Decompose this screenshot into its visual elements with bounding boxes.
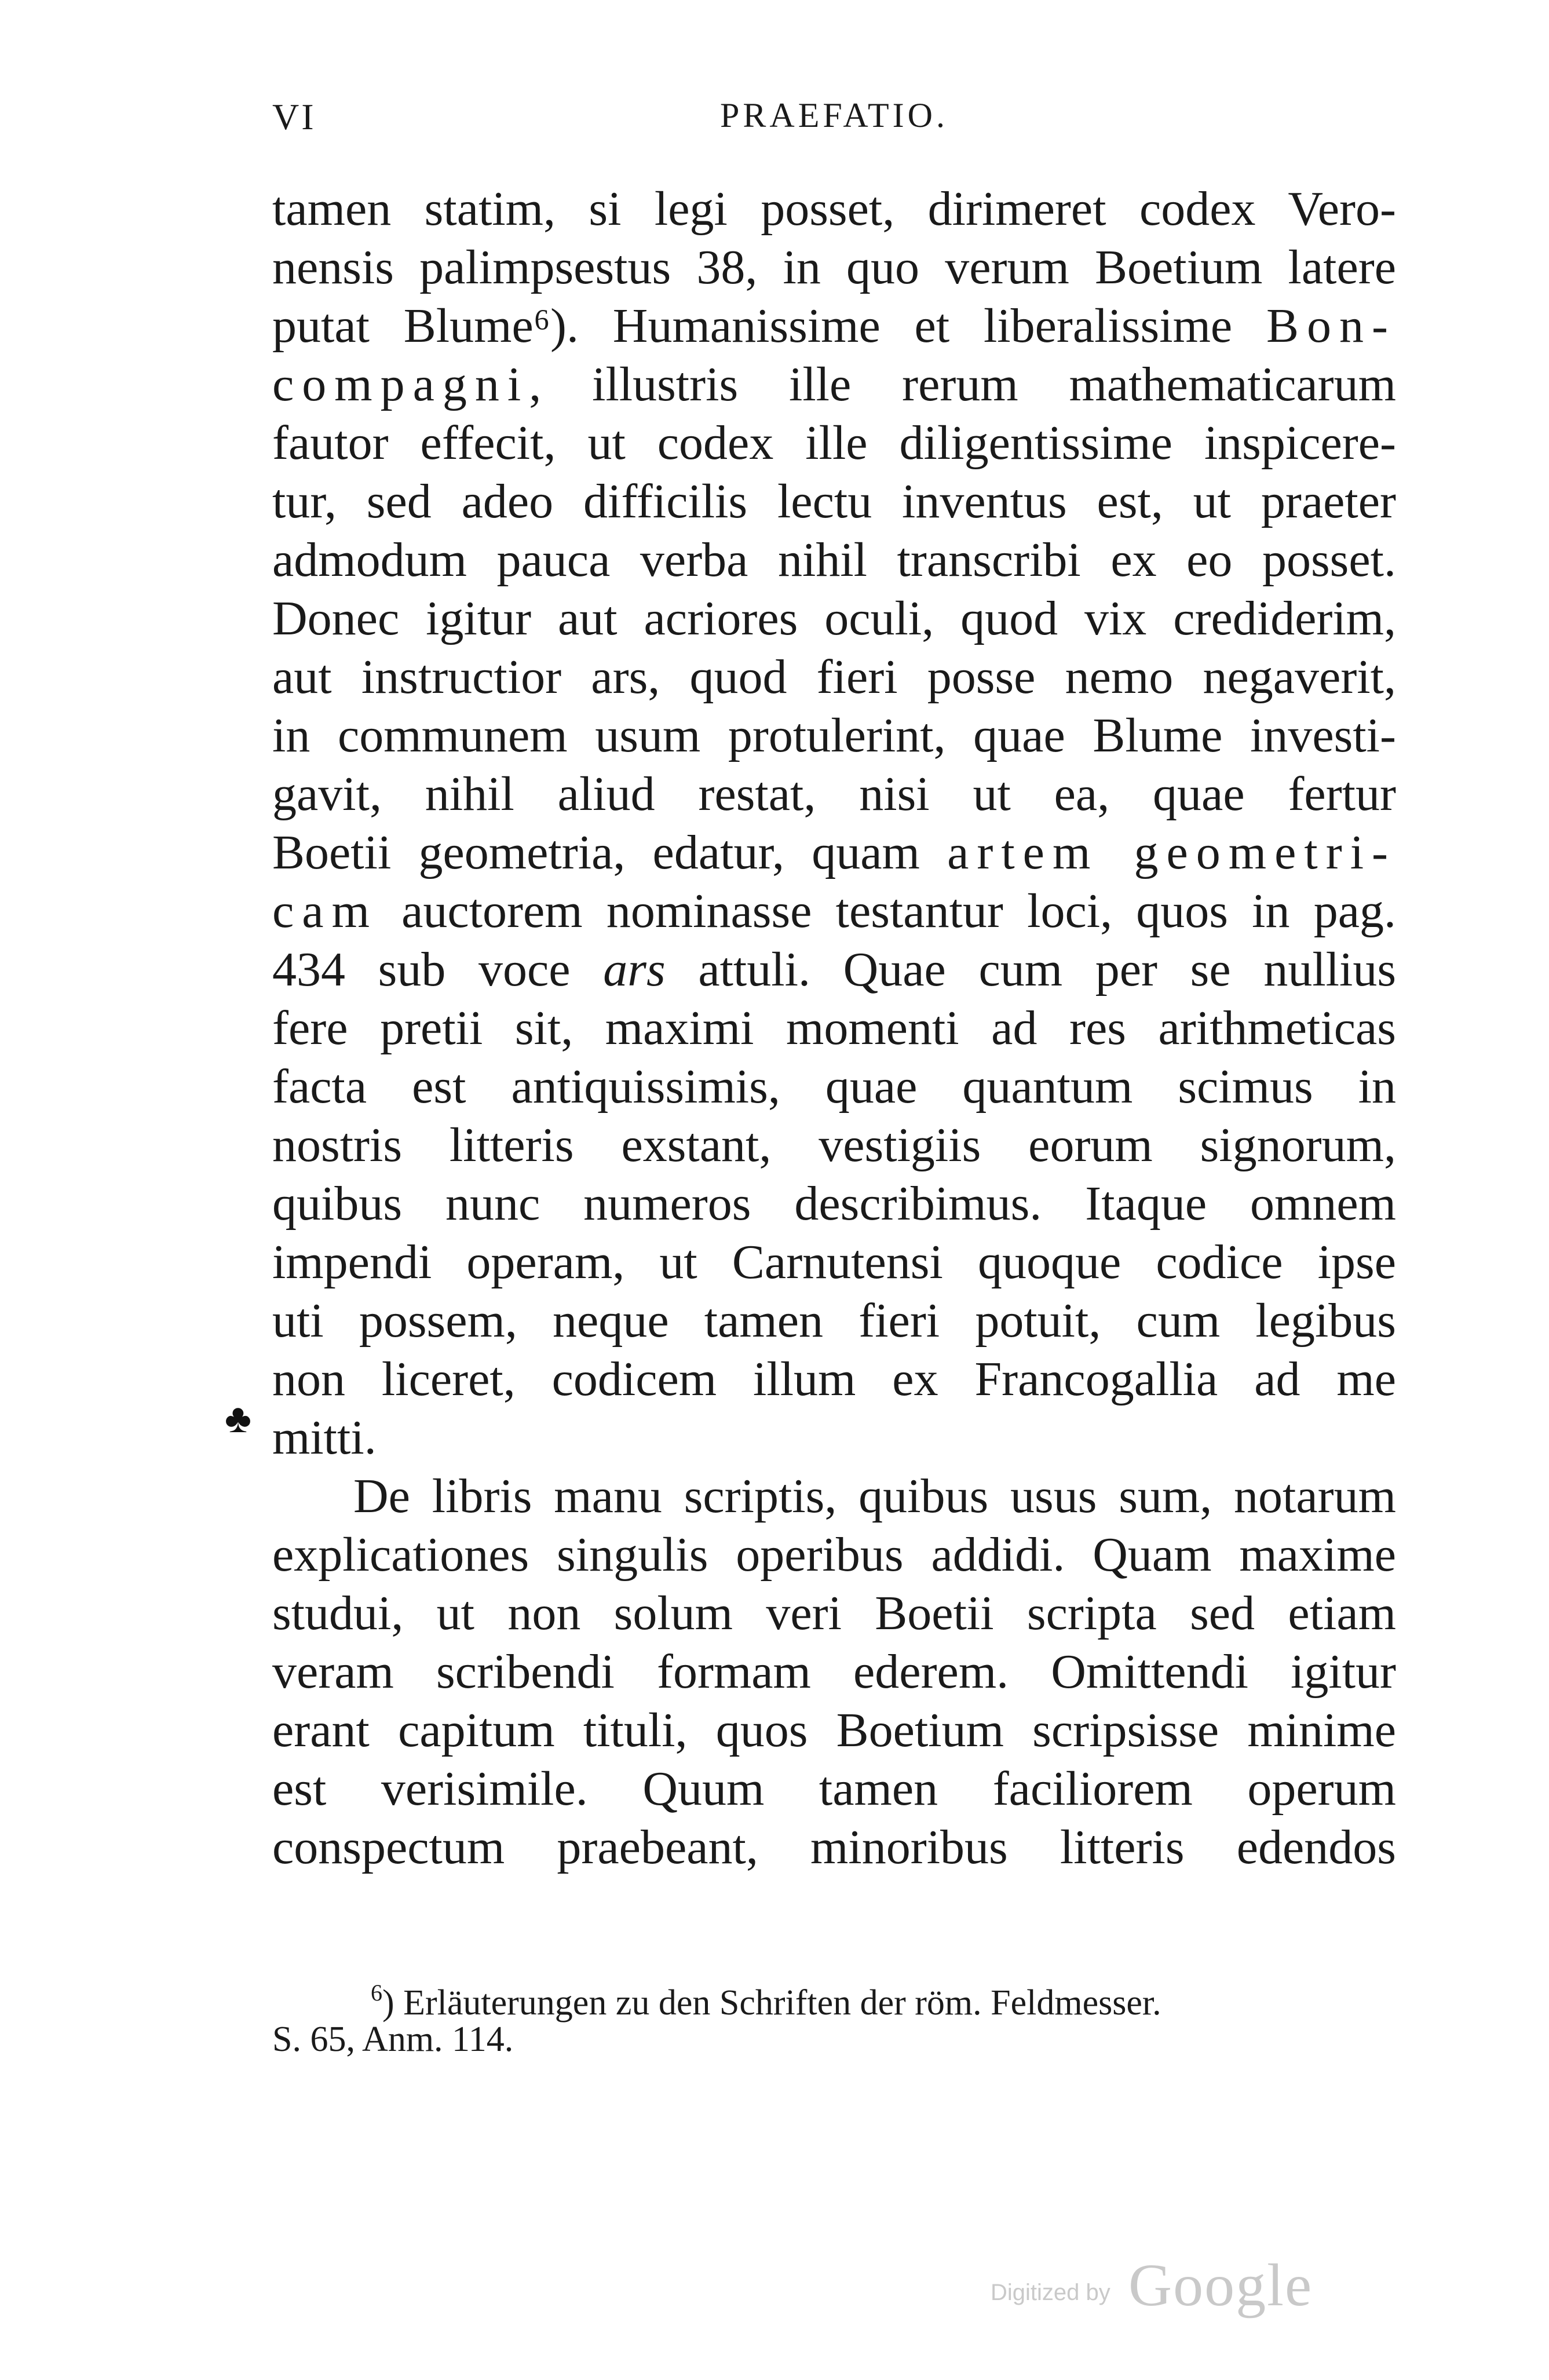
footnote-line [272, 1970, 1396, 2023]
running-title: PRAEFATIO. [720, 96, 948, 134]
footnote-text: ) Erläuterungen zu den Schriften der röm. Feldmesser. [382, 1983, 1161, 2023]
spaced-phrase: cam [272, 884, 378, 938]
text-line: explicationes singulis operibus addidi. Quam maxime [272, 1528, 1396, 1582]
text-line: nostris litteris exstant, vestigiis eorum signorum, [272, 1118, 1396, 1172]
text-segment: putat Blume⁶). Humanissime et liberalissime [272, 299, 1233, 353]
text-line: conspectum praebeant, minoribus litteris edendos [272, 1820, 1396, 1874]
text-line: erant capitum tituli, quos Boetium scripsisse minime [272, 1703, 1396, 1757]
text-line: tamen statim, si legi posset, dirimeret codex Vero- [272, 182, 1396, 236]
text-segment: Boetii geometria, edatur, quam [272, 826, 920, 879]
text-line: gavit, nihil aliud restat, nisi ut ea, quae fertur [272, 767, 1396, 821]
footnote [272, 1970, 1396, 2063]
text-line [272, 882, 1396, 940]
text-line [272, 297, 1396, 355]
text-line: est verisimile. Quum tamen faciliorem operum [272, 1762, 1396, 1816]
text-line: De libris manu scriptis, quibus usus sum, notarum [353, 1469, 1396, 1523]
text-line: non liceret, codicem illum ex Francogallia ad me [272, 1352, 1396, 1406]
digitized-watermark [991, 2251, 1315, 2319]
text-line: fautor effecit, ut codex ille diligentissime inspicere- [272, 416, 1396, 470]
footnote-line: S. 65, Anm. 114. [272, 2020, 514, 2059]
text-line: aut instructior ars, quod fieri posse nemo negaverit, [272, 650, 1396, 704]
text-line: tur, sed adeo difficilis lectu inventus est, ut praeter [272, 474, 1396, 528]
text-segment: 434 sub voce [272, 943, 571, 996]
page-number: VI [272, 96, 316, 137]
text-line: fere pretii sit, maximi momenti ad res arithmeticas [272, 1001, 1396, 1055]
text-line: studui, ut non solum veri Boetii scripta sed etiam [272, 1586, 1396, 1640]
text-line: quibus nunc numeros describimus. Itaque omnem [272, 1177, 1396, 1231]
text-segment: auctorem nominasse testantur loci, quos in pag. [401, 884, 1396, 938]
text-line [272, 940, 1396, 999]
text-line: uti possem, neque tamen fieri potuit, cum legibus [272, 1294, 1396, 1348]
text-line [272, 823, 1396, 882]
italic-word: ars [603, 943, 666, 996]
google-logo: Google [1128, 2252, 1313, 2319]
text-line: impendi operam, ut Carnutensi quoque codice ipse [272, 1235, 1396, 1289]
text-line: nensis palimpsestus 38, in quo verum Boetium latere [272, 240, 1396, 294]
text-line: veram scribendi formam ederem. Omittendi igitur [272, 1645, 1396, 1699]
text-line: facta est antiquissimis, quae quantum scimus in [272, 1060, 1396, 1114]
text-line: in communem usum protulerint, quae Blume investi- [272, 709, 1396, 762]
watermark-prefix: Digitized by [991, 2280, 1110, 2305]
spaced-name: compagni [272, 357, 529, 411]
text-line [272, 355, 1396, 414]
text-segment: attuli. Quae cum per se nullius [698, 943, 1396, 996]
spaced-name: Bon- [1266, 299, 1396, 353]
main-text [272, 180, 1396, 1877]
text-segment: , illustris ille rerum mathematicarum [529, 357, 1396, 411]
text-line: admodum pauca verba nihil transcribi ex eo posset. [272, 533, 1396, 587]
footnote-marker: 6 [371, 1980, 382, 2006]
page-header [272, 96, 1396, 148]
margin-mark-icon: ♣ [225, 1397, 251, 1441]
text-line: Donec igitur aut acriores oculi, quod vix crediderim, [272, 592, 1396, 645]
text-line: mitti. [272, 1411, 377, 1465]
spaced-phrase: artem geometri- [947, 826, 1396, 879]
